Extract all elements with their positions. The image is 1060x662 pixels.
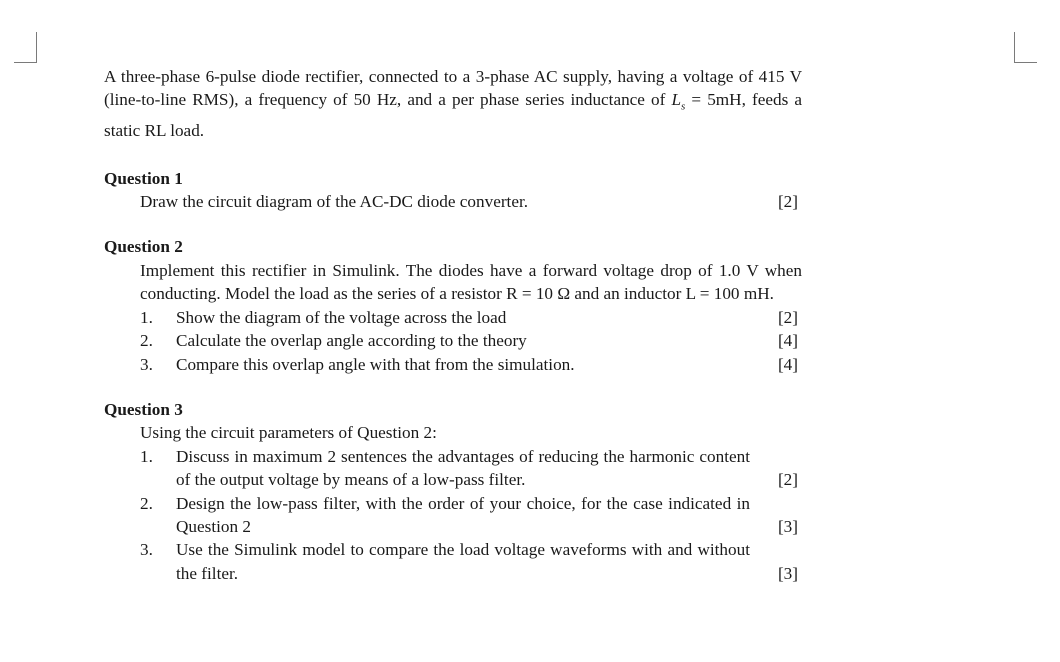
list-item: [140, 538, 798, 585]
question-3-list: [140, 445, 806, 585]
problem-statement-text-end: = 5mH, feeds a static RL load.: [104, 90, 802, 141]
inductance-subscript: s: [681, 100, 686, 113]
question-1-heading: Question 1: [104, 168, 183, 188]
question-3-text: Using the circuit parameters of Question 2:: [140, 423, 437, 443]
list-item-number: 3.: [140, 540, 153, 560]
list-item-text: Calculate the overlap angle according to the theory: [176, 331, 527, 351]
list-item-text: Compare this overlap angle with that from the simulation.: [176, 354, 575, 374]
list-item-number: 1.: [140, 307, 153, 327]
list-item: [140, 492, 798, 539]
list-item-text: Discuss in maximum 2 sentences the advantages of reducing the harmonic content of the output voltage by means of a low-pass filter.: [176, 446, 750, 490]
list-item-mark: [4]: [777, 331, 798, 351]
question-3-heading: Question 3: [104, 399, 183, 419]
list-item-number: 2.: [140, 331, 153, 351]
list-item-number: 1.: [140, 446, 153, 466]
list-item-text: Show the diagram of the voltage across the load: [176, 307, 507, 327]
question-1-line: [140, 190, 798, 213]
question-2-text: Implement this rectifier in Simulink. The diodes have a forward voltage drop of 1.0 V when conducting. Model the load as the series of a resistor R = 10 Ω and an inductor L = 100 mH.: [140, 260, 802, 304]
question-2-list: [140, 306, 806, 376]
list-item: [140, 353, 798, 376]
question-1-mark: [2]: [777, 192, 798, 212]
inductance-symbol: L: [671, 90, 682, 110]
question-3-content: [140, 421, 806, 585]
list-item: [140, 329, 798, 352]
list-item: [140, 445, 798, 492]
problem-statement: [104, 65, 802, 143]
list-item-text: Use the Simulink model to compare the load voltage waveforms with and without the filter.: [176, 540, 750, 583]
list-item-mark: [3]: [777, 563, 798, 583]
list-item-mark: [2]: [777, 470, 798, 490]
list-item: [140, 306, 798, 329]
problem-statement-text: A three-phase 6-pulse diode rectifier, connected to a 3-phase AC supply, having a voltage of 415 V (line-to-line RMS), a frequency of 50 Hz, and a per phase series inductance of: [104, 67, 802, 110]
list-item-number: 3.: [140, 354, 153, 374]
document-body: [104, 65, 806, 585]
list-item-mark: [2]: [777, 307, 798, 327]
question-2-content: [140, 259, 806, 376]
list-item-number: 2.: [140, 493, 153, 513]
question-1: [104, 167, 806, 214]
crop-mark-top-right: [1014, 32, 1037, 63]
question-1-text: Draw the circuit diagram of the AC-DC diode converter.: [140, 192, 529, 212]
list-item-mark: [4]: [777, 354, 798, 374]
question-2-heading: Question 2: [104, 237, 183, 257]
question-2: [104, 235, 806, 375]
question-3: [104, 398, 806, 585]
list-item-text: Design the low-pass filter, with the order of your choice, for the case indicated in Question 2: [176, 493, 750, 536]
list-item-mark: [3]: [777, 516, 798, 536]
crop-mark-top-left: [14, 32, 37, 63]
